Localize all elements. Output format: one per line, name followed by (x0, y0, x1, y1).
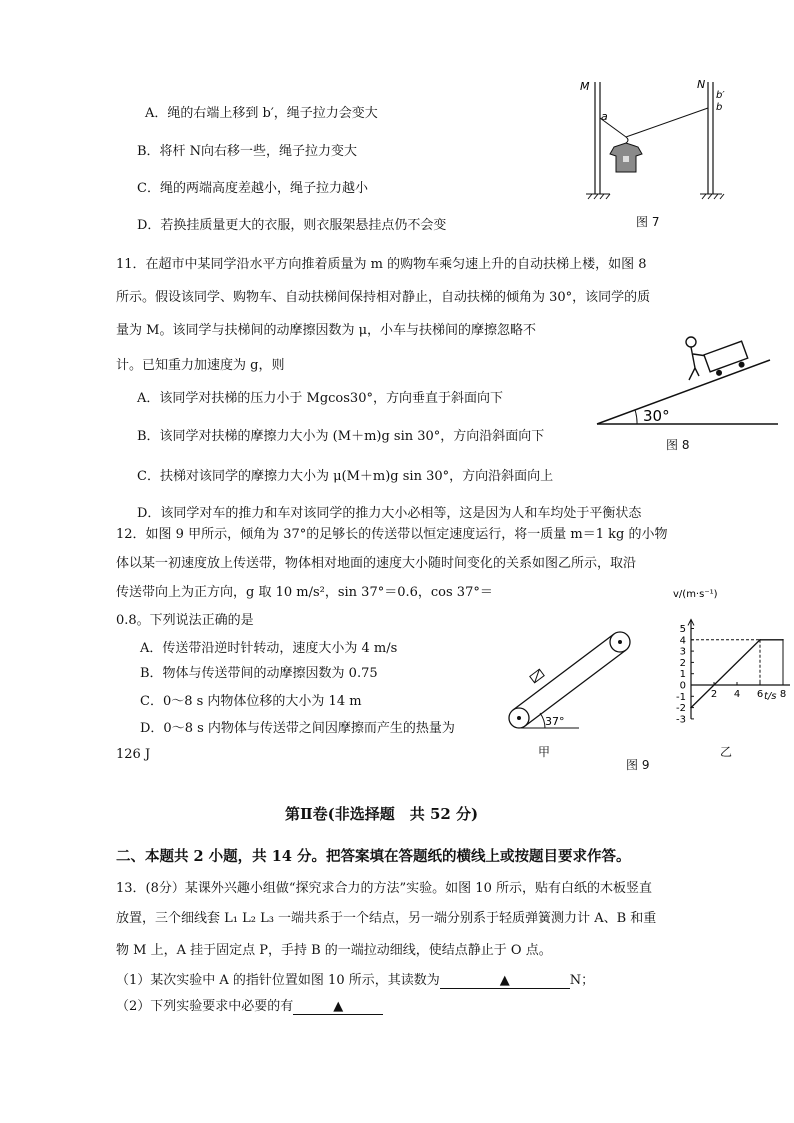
fig7-label-b: b (716, 102, 723, 113)
q13-sub-1-text: （1）某次实验中 A 的指针位置如图 10 所示，其读数为 (116, 973, 440, 988)
q11-stem-line3: 量为 M。该同学与扶梯间的动摩擦因数为 μ，小车与扶梯间的摩擦忽略不 (116, 323, 537, 338)
chart-y-tick-label: 2 (679, 657, 686, 669)
fig7-label-n: N (697, 78, 706, 91)
q12-option-d-line2: 126 J (116, 747, 151, 762)
q13-stem-line2: 放置，三个细线套 L₁ L₂ L₃ 一端共系于一个结点，另一端分别系于轻质弹簧测力计 A、B 和重 (116, 911, 657, 926)
q13-sub-2 (116, 998, 383, 1016)
q11-option-c: C．扶梯对该同学的摩擦力大小为 μ(M＋m)g sin 30°，方向沿斜面向上 (137, 469, 554, 484)
q11-option-b: B．该同学对扶梯的摩擦力大小为 (M＋m)g sin 30°，方向沿斜面向下 (137, 429, 545, 444)
chart-x-tick-label: 2 (710, 689, 718, 700)
q12-option-a: A．传送带沿逆时针转动，速度大小为 4 m/s (140, 641, 398, 656)
chart-y-tick-label: -1 (676, 691, 686, 703)
q13-sub-1-unit: N； (569, 973, 595, 988)
q10-option-a: A．绳的右端上移到 b′，绳子拉力会变大 (145, 106, 378, 121)
fig8-caption: 图 8 (666, 438, 690, 452)
chart-data-point (690, 707, 692, 709)
q12-stem-line1: 12．如图 9 甲所示，倾角为 37°的足够长的传送带以恒定速度运行，将一质量 m＝1 kg 的小物 (116, 527, 668, 542)
q12-stem-line2: 体以某一初速度放上传送带，物体相对地面的速度大小随时间变化的关系如图乙所示，取沿 (116, 556, 637, 571)
section-2-title: 第Ⅱ卷(非选择题 共 52 分) (285, 805, 479, 823)
chart-y-tick-label: -3 (676, 714, 686, 726)
chart-x-axis-label: t/s (764, 691, 777, 702)
chart-y-tick-label: 0 (679, 680, 686, 692)
fig9-label-yi: 乙 (720, 745, 733, 759)
q11-stem-line1: 11．在超市中某同学沿水平方向推着质量为 m 的购物车乘匀速上升的自动扶梯上楼，如图 8 (116, 257, 647, 272)
chart-y-tick-label: 5 (679, 624, 686, 635)
q11-option-d: D．该同学对车的推力和车对该同学的推力大小必相等，这是因为人和车均处于平衡状态 (137, 506, 642, 521)
q10-option-c: C．绳的两端高度差越小，绳子拉力越小 (137, 181, 368, 196)
q13-sub-2-text: （2）下列实验要求中必要的有 (116, 999, 294, 1014)
fig7-label-a: a (601, 110, 608, 123)
chart-y-tick-label: 1 (679, 669, 686, 681)
figure-8 (595, 330, 780, 430)
q10-option-d: D．若换挂质量更大的衣服，则衣服架悬挂点仍不会变 (137, 218, 447, 233)
chart-y-tick-label: 3 (679, 646, 686, 658)
q13-answer-blank-1[interactable]: ▲ (440, 973, 570, 989)
q12-option-b: B．物体与传送带间的动摩擦因数为 0.75 (140, 666, 378, 681)
chart-x-tick-label: 4 (733, 689, 741, 700)
chart-y-tick-label: -2 (676, 703, 686, 715)
fig9-angle: 37° (545, 715, 565, 728)
figure-9-yi-chart (640, 585, 790, 745)
q13-answer-blank-2[interactable]: ▲ (293, 999, 383, 1015)
q11-stem-line4: 计。已知重力加速度为 g，则 (116, 358, 285, 373)
q12-option-d-line1: D．0～8 s 内物体与传送带之间因摩擦而产生的热量为 (140, 721, 455, 736)
q10-option-b: B．将杆 N向右移一些，绳子拉力变大 (137, 144, 358, 159)
fig8-angle: 30° (643, 407, 670, 425)
fig9-caption: 图 9 (626, 758, 650, 772)
fig7-label-bprime: b′ (716, 90, 725, 101)
q12-option-c: C．0～8 s 内物体位移的大小为 14 m (140, 694, 362, 709)
fig7-label-m: M (580, 80, 590, 93)
chart-y-axis-label: v/(m·s⁻¹) (673, 589, 718, 600)
section-2-heading: 二、本题共 2 小题，共 14 分。把答案填在答题纸的横线上或按题目要求作答。 (116, 848, 631, 865)
q13-sub-1 (116, 972, 594, 990)
figure-7 (570, 72, 745, 232)
fig9-label-jia: 甲 (538, 745, 551, 759)
q11-stem-line2: 所示。假设该同学、购物车、自动扶梯间保持相对静止，自动扶梯的倾角为 30°，该同学的质 (116, 290, 651, 305)
q12-stem-line3: 传送带向上为正方向，g 取 10 m/s²，sin 37°＝0.6，cos 37°＝ (116, 585, 493, 600)
chart-x-tick-label: 8 (779, 689, 787, 700)
fig7-caption: 图 7 (636, 215, 660, 229)
chart-x-tick-label: 6 (756, 689, 764, 700)
q12-stem-line4: 0.8。下列说法正确的是 (116, 613, 254, 628)
q11-option-a: A．该同学对扶梯的压力小于 Mgcos30°，方向垂直于斜面向下 (137, 391, 503, 406)
q13-stem-line1: 13．(8分）某课外兴趣小组做“探究求合力的方法”实验。如图 10 所示，贴有白纸的木板竖直 (116, 881, 652, 896)
q13-stem-line3: 物 M 上，A 挂于固定点 P，手持 B 的一端拉动细线，使结点静止于 O 点。 (116, 943, 552, 958)
figure-9-jia (505, 628, 635, 738)
chart-y-tick-label: 4 (679, 635, 686, 647)
